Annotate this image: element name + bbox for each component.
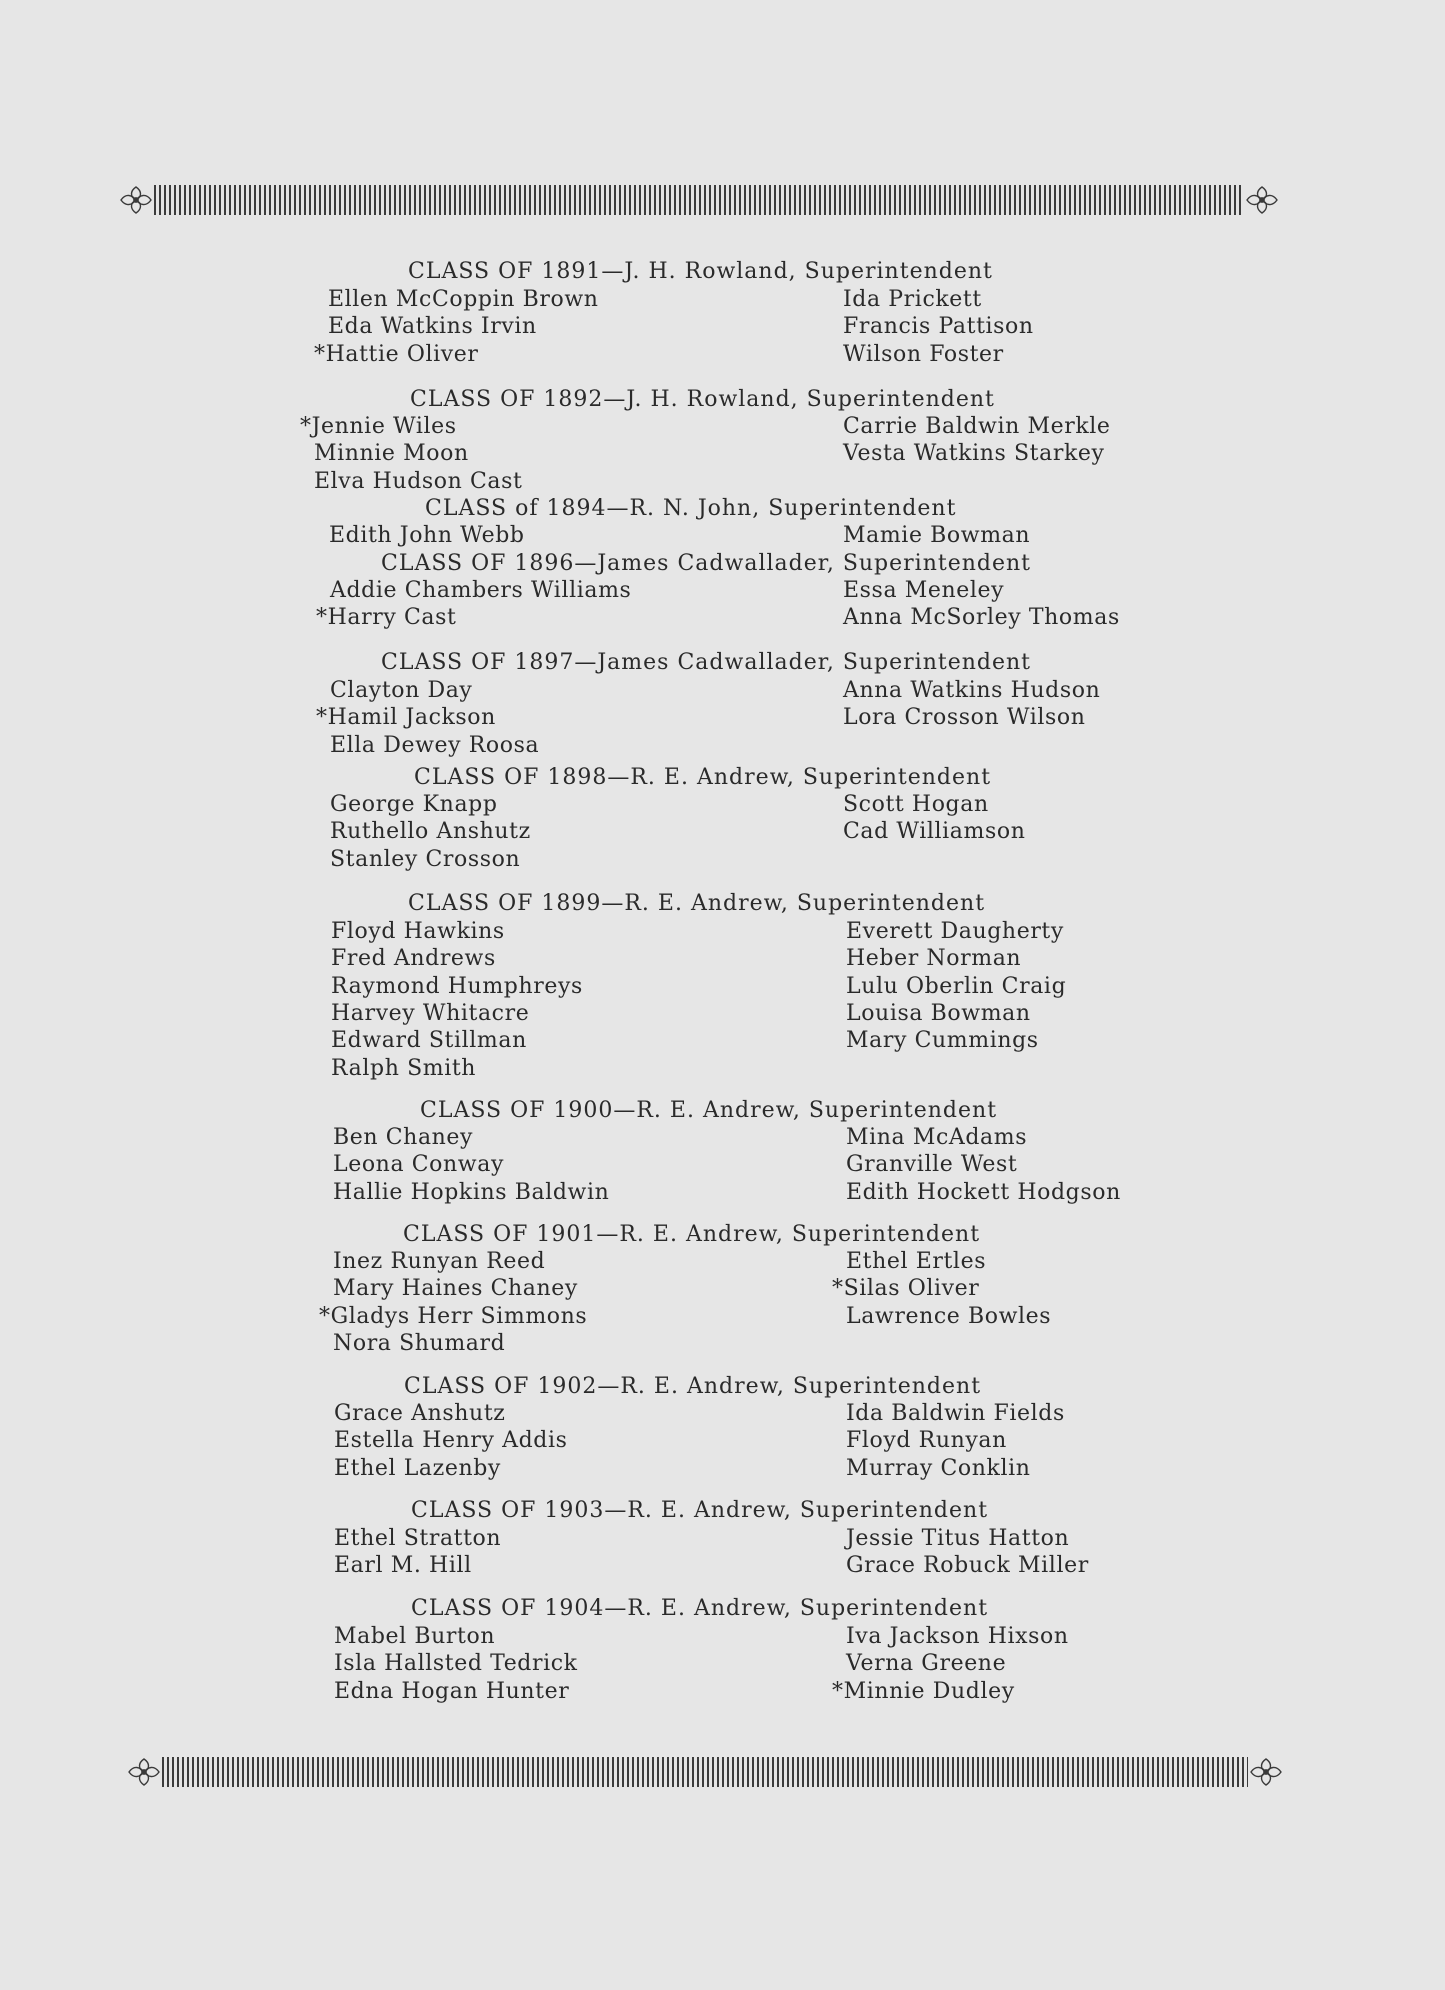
fleuron-icon — [1244, 183, 1280, 217]
graduate-name: Ida Prickett — [843, 287, 982, 312]
graduate-name: Anna McSorley Thomas — [843, 605, 1120, 630]
graduate-name: Mamie Bowman — [843, 523, 1031, 548]
graduate-name: *Gladys Herr Simmons — [319, 1304, 588, 1329]
graduate-name: Raymond Humphreys — [331, 974, 583, 999]
graduate-name: Carrie Baldwin Merkle — [843, 414, 1111, 439]
graduate-name: Floyd Hawkins — [331, 919, 505, 944]
graduate-name: Mabel Burton — [334, 1624, 496, 1649]
graduate-name: Ethel Stratton — [334, 1526, 502, 1551]
graduate-name: Eda Watkins Irvin — [328, 314, 537, 339]
graduate-name: Edward Stillman — [331, 1028, 527, 1053]
graduate-name: Edith John Webb — [329, 523, 525, 548]
graduate-name: Murray Conklin — [846, 1456, 1031, 1481]
graduate-name: Ethel Ertles — [846, 1249, 987, 1274]
class-heading: CLASS OF 1892—J. H. Rowland, Superintendent — [410, 387, 995, 412]
graduate-name: *Silas Oliver — [832, 1276, 980, 1301]
class-heading: CLASS OF 1904—R. E. Andrew, Superintendent — [411, 1596, 989, 1621]
class-heading: CLASS OF 1900—R. E. Andrew, Superintendent — [420, 1098, 998, 1123]
graduate-name: Floyd Runyan — [846, 1428, 1007, 1453]
graduate-name: Jessie Titus Hatton — [846, 1526, 1070, 1551]
top-ornamental-rule — [118, 183, 1280, 217]
graduate-name: Grace Robuck Miller — [846, 1553, 1089, 1578]
class-heading: CLASS OF 1896—James Cadwallader, Superintendent — [381, 551, 1032, 576]
fleuron-icon — [118, 183, 154, 217]
ornamental-bar — [154, 185, 1244, 215]
graduate-name: Vesta Watkins Starkey — [843, 441, 1105, 466]
graduate-name: Lulu Oberlin Craig — [846, 974, 1067, 999]
graduate-name: Hallie Hopkins Baldwin — [333, 1180, 610, 1205]
graduate-name: Leona Conway — [333, 1152, 504, 1177]
graduate-name: Mary Haines Chaney — [333, 1276, 578, 1301]
graduate-name: Ruthello Anshutz — [330, 819, 531, 844]
graduate-name: Harvey Whitacre — [331, 1001, 530, 1026]
graduate-name: Verna Greene — [846, 1651, 1007, 1676]
graduate-name: Ben Chaney — [333, 1125, 474, 1150]
graduate-name: Stanley Crosson — [330, 847, 521, 872]
graduate-name: *Hattie Oliver — [314, 342, 479, 367]
graduate-name: Ellen McCoppin Brown — [328, 287, 599, 312]
class-heading: CLASS OF 1891—J. H. Rowland, Superintendent — [408, 259, 993, 284]
graduate-name: Ethel Lazenby — [334, 1456, 501, 1481]
ornamental-bar — [162, 1757, 1248, 1787]
class-heading: CLASS of 1894—R. N. John, Superintendent — [425, 496, 957, 521]
graduate-name: Isla Hallsted Tedrick — [334, 1651, 578, 1676]
graduate-name: Edna Hogan Hunter — [334, 1679, 570, 1704]
class-heading: CLASS OF 1897—James Cadwallader, Superintendent — [381, 650, 1032, 675]
graduate-name: Granville West — [846, 1152, 1018, 1177]
fleuron-icon — [1248, 1755, 1284, 1789]
graduate-name: Inez Runyan Reed — [333, 1249, 546, 1274]
graduate-name: Everett Daugherty — [846, 919, 1064, 944]
graduate-name: Addie Chambers Williams — [330, 578, 632, 603]
graduate-name: George Knapp — [330, 792, 498, 817]
graduate-name: *Jennie Wiles — [300, 414, 457, 439]
class-heading: CLASS OF 1902—R. E. Andrew, Superintendent — [404, 1374, 982, 1399]
bottom-ornamental-rule — [126, 1755, 1284, 1789]
graduate-name: Elva Hudson Cast — [314, 469, 523, 494]
graduate-name: Ida Baldwin Fields — [846, 1401, 1065, 1426]
graduate-name: Iva Jackson Hixson — [846, 1624, 1069, 1649]
graduate-name: Estella Henry Addis — [334, 1428, 568, 1453]
graduate-name: Edith Hockett Hodgson — [846, 1180, 1121, 1205]
class-heading: CLASS OF 1899—R. E. Andrew, Superintendent — [408, 891, 986, 916]
graduate-name: Minnie Moon — [314, 441, 469, 466]
graduate-name: Lawrence Bowles — [846, 1304, 1052, 1329]
graduate-name: *Hamil Jackson — [316, 705, 496, 730]
graduate-name: Clayton Day — [330, 678, 473, 703]
graduate-name: Louisa Bowman — [846, 1001, 1031, 1026]
graduate-name: Ella Dewey Roosa — [330, 733, 540, 758]
class-heading: CLASS OF 1903—R. E. Andrew, Superintendent — [411, 1498, 989, 1523]
graduate-name: Wilson Foster — [843, 342, 1004, 367]
graduate-name: Cad Williamson — [843, 819, 1026, 844]
graduate-name: Fred Andrews — [331, 946, 496, 971]
class-heading: CLASS OF 1901—R. E. Andrew, Superintendent — [403, 1222, 981, 1247]
graduate-name: Scott Hogan — [843, 792, 989, 817]
graduate-name: Lora Crosson Wilson — [843, 705, 1086, 730]
graduate-name: Francis Pattison — [843, 314, 1034, 339]
graduate-name: Anna Watkins Hudson — [843, 678, 1101, 703]
graduate-name: Nora Shumard — [333, 1331, 506, 1356]
class-heading: CLASS OF 1898—R. E. Andrew, Superintendent — [414, 765, 992, 790]
graduate-name: Mary Cummings — [846, 1028, 1039, 1053]
graduate-name: Heber Norman — [846, 946, 1022, 971]
fleuron-icon — [126, 1755, 162, 1789]
graduate-name: *Harry Cast — [316, 605, 457, 630]
graduate-name: Mina McAdams — [846, 1125, 1028, 1150]
graduate-name: Essa Meneley — [843, 578, 1005, 603]
graduate-name: Ralph Smith — [331, 1056, 477, 1081]
graduate-name: *Minnie Dudley — [832, 1679, 1015, 1704]
graduate-name: Earl M. Hill — [334, 1553, 472, 1578]
graduate-name: Grace Anshutz — [334, 1401, 506, 1426]
